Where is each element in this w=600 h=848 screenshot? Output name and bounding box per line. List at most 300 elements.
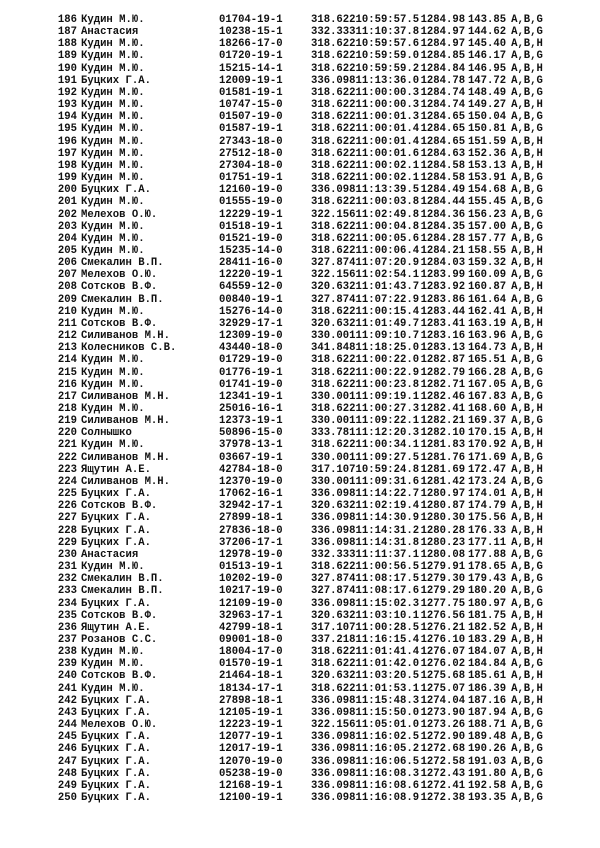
cell-distance: 336.098 bbox=[311, 767, 356, 780]
cell-coefficient: 157.00 bbox=[467, 220, 507, 233]
cell-coefficient: 187.94 bbox=[467, 706, 507, 719]
cell-place: 191 bbox=[57, 74, 77, 87]
cell-speed: 1275.07 bbox=[420, 682, 466, 695]
cell-coefficient: 173.24 bbox=[467, 475, 507, 488]
cell-arrival-time: 11:07:20.9 bbox=[355, 257, 420, 270]
cell-speed: 1284.03 bbox=[420, 257, 466, 270]
cell-fancier-name: Буцких Г.А. bbox=[81, 755, 151, 768]
cell-distance: 318.622 bbox=[311, 244, 356, 257]
cell-coefficient: 159.32 bbox=[467, 257, 507, 270]
table-row bbox=[52, 233, 556, 245]
cell-coefficient: 176.33 bbox=[467, 524, 507, 537]
cell-fancier-name: Кудин М.Ю. bbox=[81, 50, 145, 63]
cell-ring-number: 10238-15-1 bbox=[219, 26, 283, 39]
cell-distance: 322.156 bbox=[311, 719, 356, 732]
cell-distance: 318.622 bbox=[311, 38, 356, 51]
table-row bbox=[52, 646, 556, 658]
table-row bbox=[52, 683, 556, 695]
cell-speed: 1282.71 bbox=[420, 378, 466, 391]
results-table bbox=[52, 14, 556, 804]
table-row bbox=[52, 464, 556, 476]
cell-fancier-name: Кудин М.Ю. bbox=[81, 99, 145, 112]
cell-arrival-time: 11:14:31.8 bbox=[355, 536, 420, 549]
table-row bbox=[52, 403, 556, 415]
cell-speed: 1272.68 bbox=[420, 743, 466, 756]
table-row bbox=[52, 415, 556, 427]
cell-speed: 1280.30 bbox=[420, 512, 466, 525]
cell-coefficient: 186.39 bbox=[467, 682, 507, 695]
cell-place: 219 bbox=[57, 415, 77, 428]
cell-category: A,B,H bbox=[511, 524, 543, 537]
cell-distance: 330.001 bbox=[311, 451, 356, 464]
cell-ring-number: 01521-19-0 bbox=[219, 232, 283, 245]
cell-category: A,B,G bbox=[511, 208, 543, 221]
cell-arrival-time: 11:07:22.9 bbox=[355, 293, 420, 306]
cell-place: 208 bbox=[57, 281, 77, 294]
cell-arrival-time: 11:00:34.1 bbox=[355, 439, 420, 452]
table-row bbox=[52, 525, 556, 537]
cell-distance: 318.622 bbox=[311, 147, 356, 160]
cell-category: A,B,H bbox=[511, 682, 543, 695]
cell-category: A,B,H bbox=[511, 38, 543, 51]
cell-place: 239 bbox=[57, 658, 77, 671]
cell-fancier-name: Кудин М.Ю. bbox=[81, 658, 145, 671]
cell-ring-number: 01581-19-1 bbox=[219, 86, 283, 99]
cell-coefficient: 180.20 bbox=[467, 585, 507, 598]
cell-fancier-name: Ящутин А.Е. bbox=[81, 621, 151, 634]
cell-speed: 1272.90 bbox=[420, 731, 466, 744]
cell-category: A,B,H bbox=[511, 512, 543, 525]
cell-arrival-time: 11:02:49.8 bbox=[355, 208, 420, 221]
cell-ring-number: 42799-18-1 bbox=[219, 621, 283, 634]
cell-ring-number: 18266-17-0 bbox=[219, 38, 283, 51]
cell-place: 237 bbox=[57, 633, 77, 646]
cell-coefficient: 145.40 bbox=[467, 38, 507, 51]
cell-speed: 1283.86 bbox=[420, 293, 466, 306]
cell-fancier-name: Буцких Г.А. bbox=[81, 767, 151, 780]
cell-ring-number: 27512-18-0 bbox=[219, 147, 283, 160]
cell-category: A,B,G bbox=[511, 196, 543, 209]
cell-coefficient: 189.48 bbox=[467, 731, 507, 744]
cell-speed: 1273.26 bbox=[420, 719, 466, 732]
cell-coefficient: 180.97 bbox=[467, 597, 507, 610]
cell-distance: 337.218 bbox=[311, 633, 356, 646]
cell-speed: 1280.28 bbox=[420, 524, 466, 537]
cell-category: A,B,H bbox=[511, 403, 543, 415]
cell-fancier-name: Буцких Г.А. bbox=[81, 792, 151, 804]
cell-ring-number: 05238-19-0 bbox=[219, 767, 283, 780]
cell-arrival-time: 11:00:04.8 bbox=[355, 220, 420, 233]
table-row bbox=[52, 245, 556, 257]
cell-distance: 336.098 bbox=[311, 779, 356, 792]
cell-category: A,B,G bbox=[511, 743, 543, 756]
table-row bbox=[52, 719, 556, 731]
cell-place: 245 bbox=[57, 731, 77, 744]
cell-arrival-time: 11:13:36.0 bbox=[355, 74, 420, 87]
cell-fancier-name: Мелехов О.Ю. bbox=[81, 269, 158, 282]
table-row bbox=[52, 209, 556, 221]
cell-coefficient: 185.61 bbox=[467, 670, 507, 683]
table-row bbox=[52, 111, 556, 123]
cell-distance: 320.632 bbox=[311, 281, 356, 294]
cell-coefficient: 153.13 bbox=[467, 159, 507, 172]
cell-fancier-name: Анастасия bbox=[81, 26, 139, 39]
cell-fancier-name: Буцких Г.А. bbox=[81, 706, 151, 719]
cell-category: A,B,G bbox=[511, 658, 543, 671]
table-row bbox=[52, 75, 556, 87]
cell-speed: 1272.58 bbox=[420, 755, 466, 768]
cell-place: 200 bbox=[57, 184, 77, 197]
table-row bbox=[52, 792, 556, 804]
cell-place: 226 bbox=[57, 500, 77, 513]
cell-fancier-name: Буцких Г.А. bbox=[81, 488, 151, 501]
cell-distance: 318.622 bbox=[311, 86, 356, 99]
cell-distance: 320.632 bbox=[311, 317, 356, 330]
cell-distance: 318.622 bbox=[311, 172, 356, 185]
cell-place: 192 bbox=[57, 86, 77, 99]
cell-ring-number: 01720-19-1 bbox=[219, 50, 283, 63]
cell-speed: 1282.79 bbox=[420, 366, 466, 379]
cell-arrival-time: 11:15:50.0 bbox=[355, 706, 420, 719]
cell-place: 225 bbox=[57, 488, 77, 501]
cell-coefficient: 150.04 bbox=[467, 111, 507, 124]
cell-place: 242 bbox=[57, 694, 77, 707]
cell-fancier-name: Буцких Г.А. bbox=[81, 536, 151, 549]
table-row bbox=[52, 50, 556, 62]
cell-ring-number: 01507-19-0 bbox=[219, 111, 283, 124]
cell-category: A,B,G bbox=[511, 172, 543, 185]
table-row bbox=[52, 500, 556, 512]
cell-ring-number: 01570-19-1 bbox=[219, 658, 283, 671]
cell-speed: 1283.92 bbox=[420, 281, 466, 294]
cell-ring-number: 18004-17-0 bbox=[219, 646, 283, 659]
cell-speed: 1280.87 bbox=[420, 500, 466, 513]
cell-coefficient: 175.56 bbox=[467, 512, 507, 525]
cell-category: A,B,G bbox=[511, 415, 543, 428]
cell-ring-number: 37206-17-1 bbox=[219, 536, 283, 549]
table-row bbox=[52, 573, 556, 585]
cell-category: A,B,H bbox=[511, 646, 543, 659]
cell-distance: 317.107 bbox=[311, 463, 356, 476]
cell-fancier-name: Кудин М.Ю. bbox=[81, 172, 145, 185]
cell-place: 222 bbox=[57, 451, 77, 464]
cell-category: A,B,G bbox=[511, 779, 543, 792]
cell-coefficient: 149.27 bbox=[467, 99, 507, 112]
cell-coefficient: 177.11 bbox=[467, 536, 507, 549]
cell-place: 212 bbox=[57, 330, 77, 343]
cell-distance: 336.098 bbox=[311, 743, 356, 756]
cell-arrival-time: 11:13:39.5 bbox=[355, 184, 420, 197]
cell-ring-number: 25016-16-1 bbox=[219, 403, 283, 415]
cell-fancier-name: Кудин М.Ю. bbox=[81, 38, 145, 51]
cell-distance: 318.622 bbox=[311, 159, 356, 172]
cell-speed: 1284.58 bbox=[420, 159, 466, 172]
cell-distance: 322.156 bbox=[311, 269, 356, 282]
cell-category: A,B,G bbox=[511, 792, 543, 804]
cell-distance: 318.622 bbox=[311, 439, 356, 452]
cell-ring-number: 10202-19-0 bbox=[219, 573, 283, 586]
cell-ring-number: 12978-19-0 bbox=[219, 548, 283, 561]
cell-ring-number: 01741-19-0 bbox=[219, 378, 283, 391]
cell-fancier-name: Буцких Г.А. bbox=[81, 597, 151, 610]
cell-distance: 318.622 bbox=[311, 196, 356, 209]
cell-distance: 318.622 bbox=[311, 99, 356, 112]
cell-place: 214 bbox=[57, 354, 77, 367]
cell-arrival-time: 11:00:01.3 bbox=[355, 111, 420, 124]
table-row bbox=[52, 452, 556, 464]
cell-coefficient: 178.65 bbox=[467, 561, 507, 574]
cell-coefficient: 177.88 bbox=[467, 548, 507, 561]
cell-fancier-name: Смекалин В.П. bbox=[81, 585, 164, 598]
cell-distance: 318.622 bbox=[311, 561, 356, 574]
cell-distance: 336.098 bbox=[311, 74, 356, 87]
table-row bbox=[52, 743, 556, 755]
cell-ring-number: 10217-19-0 bbox=[219, 585, 283, 598]
cell-category: A,B,H bbox=[511, 633, 543, 646]
cell-place: 215 bbox=[57, 366, 77, 379]
cell-distance: 341.848 bbox=[311, 342, 356, 355]
cell-arrival-time: 11:12:20.3 bbox=[355, 427, 420, 440]
cell-ring-number: 12105-19-1 bbox=[219, 706, 283, 719]
cell-arrival-time: 11:09:31.6 bbox=[355, 475, 420, 488]
cell-fancier-name: Кудин М.Ю. bbox=[81, 244, 145, 257]
cell-fancier-name: Буцких Г.А. bbox=[81, 524, 151, 537]
table-row bbox=[52, 99, 556, 111]
cell-speed: 1275.68 bbox=[420, 670, 466, 683]
cell-category: A,B,G bbox=[511, 585, 543, 598]
cell-speed: 1283.16 bbox=[420, 330, 466, 343]
table-row bbox=[52, 768, 556, 780]
cell-coefficient: 155.45 bbox=[467, 196, 507, 209]
cell-arrival-time: 11:00:22.0 bbox=[355, 354, 420, 367]
table-row bbox=[52, 14, 556, 26]
cell-coefficient: 174.79 bbox=[467, 500, 507, 513]
cell-place: 247 bbox=[57, 755, 77, 768]
table-row bbox=[52, 172, 556, 184]
cell-coefficient: 163.96 bbox=[467, 330, 507, 343]
cell-fancier-name: Сотсков В.Ф. bbox=[81, 500, 158, 513]
cell-fancier-name: Кудин М.Ю. bbox=[81, 159, 145, 172]
cell-fancier-name: Кудин М.Ю. bbox=[81, 123, 145, 136]
cell-fancier-name: Анастасия bbox=[81, 548, 139, 561]
cell-place: 244 bbox=[57, 719, 77, 732]
cell-speed: 1284.97 bbox=[420, 38, 466, 51]
cell-category: A,B,H bbox=[511, 244, 543, 257]
cell-fancier-name: Силиванов М.Н. bbox=[81, 415, 171, 428]
cell-ring-number: 01513-19-1 bbox=[219, 561, 283, 574]
cell-speed: 1282.87 bbox=[420, 354, 466, 367]
cell-fancier-name: Кудин М.Ю. bbox=[81, 14, 145, 26]
cell-ring-number: 42784-18-0 bbox=[219, 463, 283, 476]
cell-arrival-time: 11:10:37.8 bbox=[355, 26, 420, 39]
cell-arrival-time: 11:09:10.7 bbox=[355, 330, 420, 343]
cell-speed: 1284.65 bbox=[420, 123, 466, 136]
cell-place: 236 bbox=[57, 621, 77, 634]
cell-place: 238 bbox=[57, 646, 77, 659]
cell-arrival-time: 11:00:23.8 bbox=[355, 378, 420, 391]
cell-distance: 320.632 bbox=[311, 500, 356, 513]
cell-category: A,B,H bbox=[511, 463, 543, 476]
cell-place: 194 bbox=[57, 111, 77, 124]
cell-speed: 1282.10 bbox=[420, 427, 466, 440]
cell-place: 198 bbox=[57, 159, 77, 172]
cell-place: 240 bbox=[57, 670, 77, 683]
cell-coefficient: 150.81 bbox=[467, 123, 507, 136]
table-row bbox=[52, 561, 556, 573]
cell-place: 227 bbox=[57, 512, 77, 525]
cell-distance: 332.333 bbox=[311, 26, 356, 39]
cell-category: A,B,G bbox=[511, 354, 543, 367]
cell-place: 206 bbox=[57, 257, 77, 270]
table-row bbox=[52, 695, 556, 707]
cell-coefficient: 166.28 bbox=[467, 366, 507, 379]
cell-speed: 1282.46 bbox=[420, 390, 466, 403]
cell-category: A,B,H bbox=[511, 159, 543, 172]
cell-speed: 1279.29 bbox=[420, 585, 466, 598]
cell-arrival-time: 11:14:22.7 bbox=[355, 488, 420, 501]
cell-place: 187 bbox=[57, 26, 77, 39]
cell-ring-number: 27898-18-1 bbox=[219, 694, 283, 707]
cell-category: A,B,H bbox=[511, 536, 543, 549]
cell-place: 232 bbox=[57, 573, 77, 586]
cell-distance: 330.001 bbox=[311, 415, 356, 428]
cell-distance: 336.098 bbox=[311, 731, 356, 744]
cell-arrival-time: 11:00:27.3 bbox=[355, 403, 420, 415]
cell-arrival-time: 11:09:22.1 bbox=[355, 415, 420, 428]
cell-coefficient: 171.69 bbox=[467, 451, 507, 464]
table-row bbox=[52, 26, 556, 38]
cell-arrival-time: 11:00:22.9 bbox=[355, 366, 420, 379]
cell-speed: 1274.04 bbox=[420, 694, 466, 707]
cell-place: 246 bbox=[57, 743, 77, 756]
cell-fancier-name: Кудин М.Ю. bbox=[81, 366, 145, 379]
cell-category: A,B,H bbox=[511, 427, 543, 440]
cell-distance: 318.622 bbox=[311, 123, 356, 136]
cell-coefficient: 170.15 bbox=[467, 427, 507, 440]
cell-arrival-time: 11:01:42.0 bbox=[355, 658, 420, 671]
cell-coefficient: 143.85 bbox=[467, 14, 507, 26]
cell-speed: 1281.83 bbox=[420, 439, 466, 452]
cell-coefficient: 148.49 bbox=[467, 86, 507, 99]
cell-speed: 1277.75 bbox=[420, 597, 466, 610]
cell-speed: 1282.41 bbox=[420, 403, 466, 415]
cell-arrival-time: 10:59:24.8 bbox=[355, 463, 420, 476]
cell-fancier-name: Кудин М.Ю. bbox=[81, 86, 145, 99]
cell-distance: 318.622 bbox=[311, 378, 356, 391]
cell-category: A,B,G bbox=[511, 755, 543, 768]
cell-speed: 1280.23 bbox=[420, 536, 466, 549]
cell-category: A,B,G bbox=[511, 293, 543, 306]
cell-coefficient: 169.37 bbox=[467, 415, 507, 428]
cell-speed: 1284.35 bbox=[420, 220, 466, 233]
cell-ring-number: 15215-14-1 bbox=[219, 62, 283, 75]
cell-coefficient: 192.58 bbox=[467, 779, 507, 792]
cell-speed: 1284.98 bbox=[420, 14, 466, 26]
cell-speed: 1284.85 bbox=[420, 50, 466, 63]
cell-speed: 1284.74 bbox=[420, 99, 466, 112]
cell-ring-number: 12309-19-0 bbox=[219, 330, 283, 343]
cell-arrival-time: 11:00:03.8 bbox=[355, 196, 420, 209]
cell-place: 248 bbox=[57, 767, 77, 780]
cell-fancier-name: Смекалин В.П. bbox=[81, 293, 164, 306]
cell-coefficient: 184.84 bbox=[467, 658, 507, 671]
cell-arrival-time: 11:03:20.5 bbox=[355, 670, 420, 683]
cell-fancier-name: Кудин М.Ю. bbox=[81, 62, 145, 75]
cell-arrival-time: 11:05:01.0 bbox=[355, 719, 420, 732]
cell-arrival-time: 11:00:01.4 bbox=[355, 123, 420, 136]
cell-distance: 318.622 bbox=[311, 135, 356, 148]
cell-fancier-name: Буцких Г.А. bbox=[81, 743, 151, 756]
cell-fancier-name: Сотсков В.Ф. bbox=[81, 317, 158, 330]
table-row bbox=[52, 658, 556, 670]
cell-category: A,B,G bbox=[511, 111, 543, 124]
cell-coefficient: 146.17 bbox=[467, 50, 507, 63]
cell-fancier-name: Мелехов О.Ю. bbox=[81, 719, 158, 732]
cell-fancier-name: Буцких Г.А. bbox=[81, 184, 151, 197]
cell-fancier-name: Кудин М.Ю. bbox=[81, 220, 145, 233]
cell-arrival-time: 11:01:53.1 bbox=[355, 682, 420, 695]
cell-coefficient: 183.29 bbox=[467, 633, 507, 646]
table-row bbox=[52, 136, 556, 148]
table-row bbox=[52, 281, 556, 293]
cell-category: A,B,G bbox=[511, 561, 543, 574]
cell-category: A,B,H bbox=[511, 317, 543, 330]
cell-ring-number: 01729-19-0 bbox=[219, 354, 283, 367]
cell-fancier-name: Буцких Г.А. bbox=[81, 779, 151, 792]
cell-category: A,B,H bbox=[511, 135, 543, 148]
cell-fancier-name: Ящутин А.Е. bbox=[81, 463, 151, 476]
cell-ring-number: 01704-19-1 bbox=[219, 14, 283, 26]
cell-fancier-name: Силиванов М.Н. bbox=[81, 451, 171, 464]
cell-speed: 1284.84 bbox=[420, 62, 466, 75]
table-row bbox=[52, 330, 556, 342]
cell-place: 220 bbox=[57, 427, 77, 440]
cell-arrival-time: 10:59:59.2 bbox=[355, 62, 420, 75]
cell-category: A,B,H bbox=[511, 147, 543, 160]
cell-ring-number: 01751-19-1 bbox=[219, 172, 283, 185]
cell-fancier-name: Буцких Г.А. bbox=[81, 731, 151, 744]
cell-speed: 1282.21 bbox=[420, 415, 466, 428]
cell-speed: 1276.07 bbox=[420, 646, 466, 659]
cell-ring-number: 43440-18-0 bbox=[219, 342, 283, 355]
cell-category: A,B,G bbox=[511, 597, 543, 610]
cell-arrival-time: 11:09:19.1 bbox=[355, 390, 420, 403]
cell-coefficient: 184.07 bbox=[467, 646, 507, 659]
cell-arrival-time: 11:16:06.5 bbox=[355, 755, 420, 768]
cell-arrival-time: 11:08:17.5 bbox=[355, 573, 420, 586]
cell-place: 249 bbox=[57, 779, 77, 792]
cell-fancier-name: Кудин М.Ю. bbox=[81, 135, 145, 148]
cell-speed: 1276.21 bbox=[420, 621, 466, 634]
cell-category: A,B,G bbox=[511, 767, 543, 780]
cell-speed: 1283.99 bbox=[420, 269, 466, 282]
cell-place: 213 bbox=[57, 342, 77, 355]
cell-coefficient: 162.41 bbox=[467, 305, 507, 318]
cell-arrival-time: 11:11:37.1 bbox=[355, 548, 420, 561]
cell-category: A,B,G bbox=[511, 220, 543, 233]
cell-ring-number: 09001-18-0 bbox=[219, 633, 283, 646]
cell-distance: 318.622 bbox=[311, 658, 356, 671]
cell-place: 209 bbox=[57, 293, 77, 306]
cell-distance: 336.098 bbox=[311, 184, 356, 197]
cell-distance: 318.622 bbox=[311, 646, 356, 659]
cell-coefficient: 170.92 bbox=[467, 439, 507, 452]
cell-arrival-time: 11:00:02.1 bbox=[355, 172, 420, 185]
cell-ring-number: 50896-15-0 bbox=[219, 427, 283, 440]
cell-coefficient: 167.05 bbox=[467, 378, 507, 391]
cell-category: A,B,H bbox=[511, 500, 543, 513]
cell-fancier-name: Буцких Г.А. bbox=[81, 74, 151, 87]
